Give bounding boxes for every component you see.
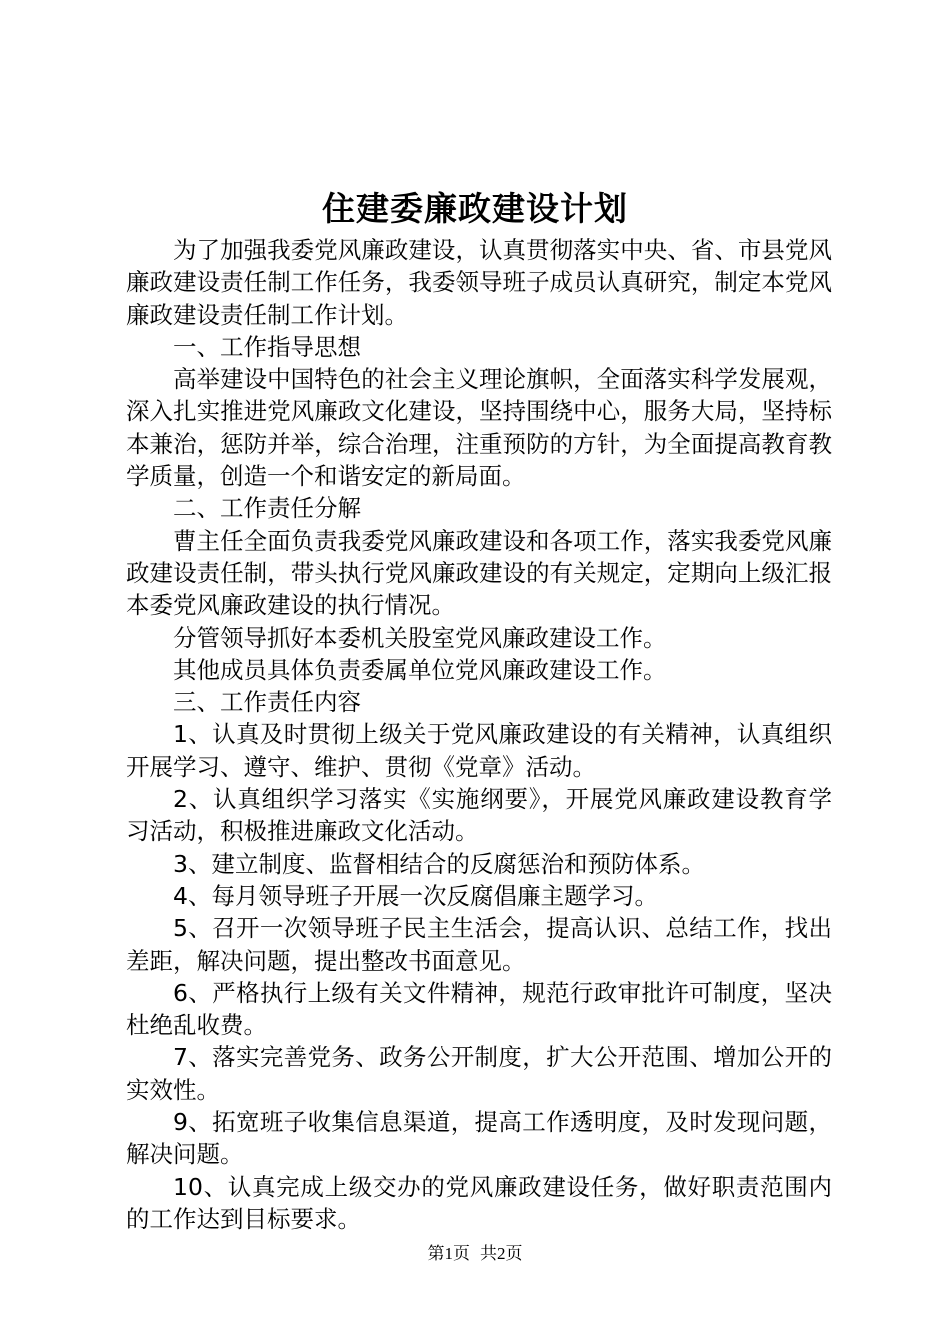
list-item: 1、认真及时贯彻上级关于党风廉政建设的有关精神，认真组织开展学习、遵守、维护、贯彻《党章》活动。 [126, 720, 832, 781]
intro-paragraph: 为了加强我委党风廉政建设，认真贯彻落实中央、省、市县党风廉政建设责任制工作任务，我委领导班子成员认真研究，制定本党风廉政建设责任制工作计划。 [126, 236, 832, 329]
list-item: 2、认真组织学习落实《实施纲要》，开展党风廉政建设教育学习活动，积极推进廉政文化活动。 [126, 785, 832, 846]
section-heading-1: 一、工作指导思想 [173, 332, 361, 361]
list-item: 7、落实完善党务、政务公开制度，扩大公开范围、增加公开的实效性。 [126, 1043, 832, 1104]
page-number-total: 共2页 [480, 1244, 523, 1263]
list-item: 4、每月领导班子开展一次反腐倡廉主题学习。 [173, 881, 658, 910]
list-item: 9、拓宽班子收集信息渠道，提高工作透明度，及时发现问题，解决问题。 [126, 1108, 832, 1169]
document-body [126, 234, 832, 1235]
section-2-paragraph-3: 其他成员具体负责委属单位党风廉政建设工作。 [173, 655, 667, 684]
list-item: 6、严格执行上级有关文件精神，规范行政审批许可制度，坚决杜绝乱收费。 [126, 978, 832, 1040]
section-1-paragraph: 高举建设中国特色的社会主义理论旗帜，全面落实科学发展观，深入扎实推进党风廉政文化建设，坚持围绕中心，服务大局，坚持标本兼治，惩防并举，综合治理，注重预防的方针，为全面提高教育教学质量，创造一个和谐安定的新局面。 [126, 365, 832, 491]
page-footer [0, 1242, 950, 1266]
list-item: 10、认真完成上级交办的党风廉政建设任务，做好职责范围内的工作达到目标要求。 [126, 1172, 832, 1233]
section-2-paragraph-2: 分管领导抓好本委机关股室党风廉政建设工作。 [173, 623, 667, 652]
list-item: 5、召开一次领导班子民主生活会，提高认识、总结工作，找出差距，解决问题，提出整改书面意见。 [126, 914, 832, 975]
section-2-paragraph-1: 曹主任全面负责我委党风廉政建设和各项工作，落实我委党风廉政建设责任制，带头执行党风廉政建设的有关规定，定期向上级汇报本委党风廉政建设的执行情况。 [126, 526, 832, 620]
document-title: 住建委廉政建设计划 [322, 189, 628, 228]
page-number-current: 第1页 [427, 1244, 470, 1263]
section-heading-3: 三、工作责任内容 [173, 688, 361, 717]
list-item: 3、建立制度、监督相结合的反腐惩治和预防体系。 [173, 849, 705, 878]
section-heading-2: 二、工作责任分解 [173, 494, 361, 523]
